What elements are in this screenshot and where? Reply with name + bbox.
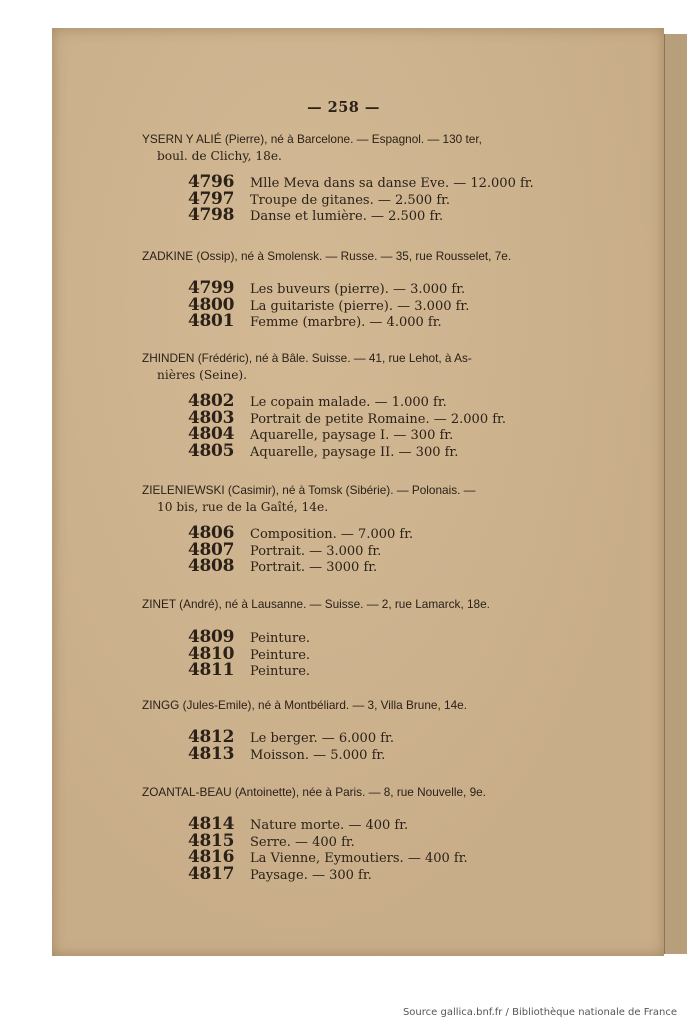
work-title: La Vienne, Eymoutiers. — 400 fr. xyxy=(250,851,468,866)
work-number: 4805 xyxy=(188,440,235,461)
work-title: Portrait de petite Romaine. — 2.000 fr. xyxy=(250,411,506,427)
work-title: Peinture. xyxy=(250,631,311,646)
works-list xyxy=(188,278,612,331)
artist-line-continued: nières (Seine). xyxy=(157,368,248,382)
work-title: Composition. — 7.000 fr. xyxy=(250,527,414,542)
page-number: — 258 — xyxy=(307,99,380,116)
work-number: 4802 xyxy=(188,391,235,411)
work-title: Les buveurs (pierre). — 3.000 fr. xyxy=(250,282,466,297)
work-title: Nature morte. — 400 fr. xyxy=(250,818,409,833)
works-list xyxy=(188,627,612,680)
work-number: 4801 xyxy=(188,311,235,331)
catalogue-entry xyxy=(142,784,612,884)
artist-line: ZHINDEN (Frédéric), né à Bâle. Suisse. — 41, rue Lehot, à As- xyxy=(142,351,472,365)
work-number: 4812 xyxy=(188,727,235,747)
catalogue-entry xyxy=(142,350,612,461)
work-number: 4800 xyxy=(188,294,235,315)
artist-line: ZIELENIEWSKI (Casimir), né à Tomsk (Sibérie). — Polonais. — xyxy=(142,483,476,497)
work-title: Peinture. xyxy=(250,664,311,679)
artist-line: ZADKINE (Ossip), né à Smolensk. — Russe. — 35, rue Rousselet, 7e. xyxy=(142,249,512,263)
artist-heading xyxy=(142,596,612,613)
artist-heading xyxy=(142,482,612,516)
work-title: Le berger. — 6.000 fr. xyxy=(250,731,394,746)
source-credit: Source gallica.bnf.fr / Bibliothèque nationale de France xyxy=(402,1007,677,1018)
artist-line: ZINGG (Jules-Emile), né à Montbéliard. — 3, Villa Brune, 14e. xyxy=(142,698,467,712)
catalogue-entry xyxy=(142,697,612,764)
artist-line: ZOANTAL-BEAU (Antoinette), née à Paris. — 8, rue Nouvelle, 9e. xyxy=(142,785,487,799)
artist-line: ZINET (André), né à Lausanne. — Suisse. — 2, rue Lamarck, 18e. xyxy=(142,597,490,611)
work-number: 4810 xyxy=(188,643,235,664)
adjacent-page-edge xyxy=(664,34,687,954)
work-number: 4813 xyxy=(188,743,235,764)
work-number: 4806 xyxy=(188,523,235,543)
works-list xyxy=(188,391,612,461)
work-row xyxy=(188,391,612,411)
work-number: 4797 xyxy=(188,188,235,209)
work-row xyxy=(188,278,612,298)
work-title: Aquarelle, paysage I. — 300 fr. xyxy=(250,428,454,443)
work-number: 4817 xyxy=(188,863,235,884)
work-row xyxy=(188,627,612,647)
work-title: Serre. — 400 fr. xyxy=(250,834,355,850)
work-title: Peinture. xyxy=(250,647,311,663)
artist-heading xyxy=(142,248,612,265)
work-title: Troupe de gitanes. — 2.500 fr. xyxy=(250,192,451,208)
works-list xyxy=(188,727,612,764)
artist-heading xyxy=(142,697,612,714)
work-title: Femme (marbre). — 4.000 fr. xyxy=(250,315,442,330)
artist-heading xyxy=(142,784,612,801)
works-list xyxy=(188,814,612,884)
work-number: 4814 xyxy=(188,814,235,834)
work-number: 4804 xyxy=(188,424,235,444)
artist-line-continued: boul. de Clichy, 18e. xyxy=(157,149,282,163)
artist-line-continued: 10 bis, rue de la Gaîté, 14e. xyxy=(157,500,329,514)
artist-heading xyxy=(142,350,612,384)
catalogue-entry xyxy=(142,596,612,680)
work-number: 4796 xyxy=(188,172,235,192)
catalogue-entry xyxy=(142,131,612,225)
work-number: 4799 xyxy=(188,278,235,298)
work-number: 4815 xyxy=(188,830,235,851)
work-number: 4811 xyxy=(188,660,235,680)
work-title: Aquarelle, paysage II. — 300 fr. xyxy=(250,444,459,460)
work-row xyxy=(188,523,612,543)
work-number: 4798 xyxy=(188,205,235,225)
catalogue-entry xyxy=(142,248,612,331)
work-title: Portrait. — 3000 fr. xyxy=(250,560,378,575)
work-number: 4808 xyxy=(188,556,235,576)
work-title: Le copain malade. — 1.000 fr. xyxy=(250,395,447,410)
work-number: 4809 xyxy=(188,627,235,647)
work-row xyxy=(188,814,612,834)
work-row xyxy=(188,727,612,747)
work-number: 4807 xyxy=(188,539,235,560)
catalogue-entry xyxy=(142,482,612,576)
work-title: Paysage. — 300 fr. xyxy=(250,867,372,883)
work-row xyxy=(188,172,612,192)
artist-heading xyxy=(142,131,612,165)
artist-line: YSERN Y ALIÉ (Pierre), né à Barcelone. — Espagnol. — 130 ter, xyxy=(142,132,482,146)
work-number: 4816 xyxy=(188,847,235,867)
work-title: La guitariste (pierre). — 3.000 fr. xyxy=(250,298,470,314)
works-list xyxy=(188,523,612,576)
work-number: 4803 xyxy=(188,407,235,428)
works-list xyxy=(188,172,612,225)
work-title: Mlle Meva dans sa danse Eve. — 12.000 fr. xyxy=(250,176,534,191)
work-title: Portrait. — 3.000 fr. xyxy=(250,543,382,559)
work-title: Moisson. — 5.000 fr. xyxy=(250,747,386,763)
work-title: Danse et lumière. — 2.500 fr. xyxy=(250,209,444,224)
